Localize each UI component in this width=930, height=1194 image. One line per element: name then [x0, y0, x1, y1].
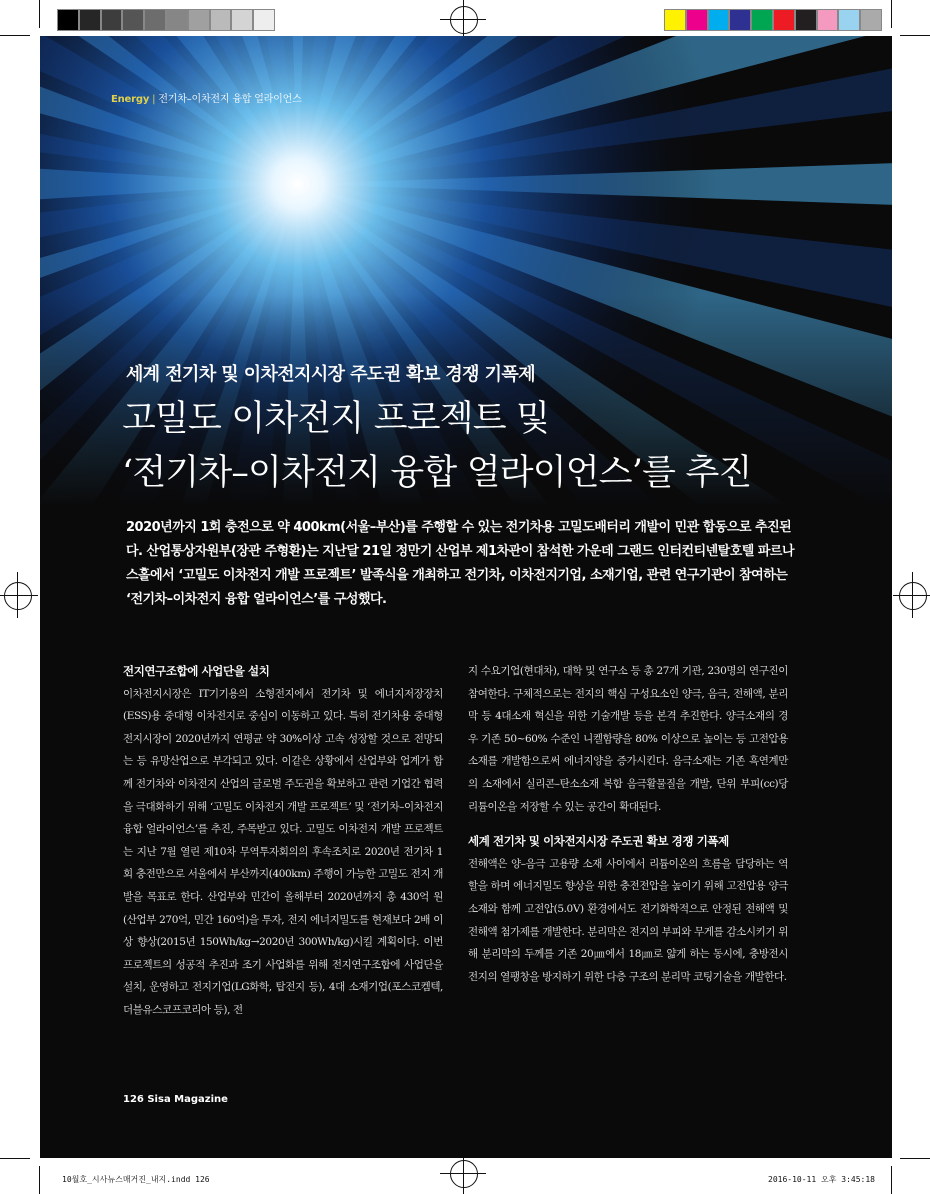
right-column	[468, 660, 788, 988]
process-color-bar	[664, 9, 882, 31]
color-swatch	[838, 9, 860, 31]
gray-swatch	[231, 9, 253, 31]
page-folio: 126 Sisa Magazine	[123, 1094, 228, 1105]
left-column	[123, 660, 443, 1022]
color-swatch	[817, 9, 839, 31]
gray-swatch	[188, 9, 210, 31]
left-column-heading: 전지연구조합에 사업단을 설치	[123, 664, 270, 678]
gray-swatch	[166, 9, 188, 31]
section-header	[111, 90, 302, 105]
gray-swatch	[101, 9, 123, 31]
gray-swatch	[122, 9, 144, 31]
section-topic: 전기차–이차전지 융합 얼라이언스	[158, 94, 302, 105]
right-column-heading: 세계 전기차 및 이차전지시장 주도권 확보 경쟁 기폭제	[468, 834, 729, 849]
file-slug: 10월호_시사뉴스매거진_내지.indd 126	[62, 1175, 210, 1184]
lead-paragraph: 2020년까지 1회 충전으로 약 400km(서울–부산)를 주행할 수 있는 전기차용 고밀도배터리 개발이 민관 합동으로 추진된다. 산업통상자원부(장관 주형환)는 지난달 21일 정만기 산업부 제1차관이 참석한 가운데 그랜드 인터컨티넨탈호텔 파르나스홀에서 ‘고밀도 이차전지 개발 프로젝트’ 발족식을 개최하고 전기차, 이차전지기업, 소재기업, 관련 연구기관이 참여하는 ‘전기차–이차전지 융합 얼라이언스’를 구성했다.	[126, 520, 795, 607]
section-separator: |	[152, 94, 156, 105]
right-column-body-1: 지 수요기업(현대차), 대학 및 연구소 등 총 27개 기관, 230명의 연구진이 참여한다. 구체적으로는 전지의 핵심 구성요소인 양극, 음극, 전해액, 분리막 등 4대소재 혁신을 위한 기술개발 등을 본격 추진한다. 양극소재의 경우 기존 50~60% 수준인 니켈함량을 80% 이상으로 높이는 등 고전압용 소재를 개발함으로써 에너지양을 증가시킨다. 음극소재는 기존 흑연계만의 소재에서 실리콘–탄소소재 복합 음극활물질을 개발, 단위 부피(cc)당 리튬이온을 저장할 수 있는 공간이 확대된다.	[468, 665, 788, 813]
color-swatch	[773, 9, 795, 31]
color-swatch	[860, 9, 882, 31]
gray-swatch	[144, 9, 166, 31]
color-swatch	[686, 9, 708, 31]
left-column-body: 이차전지시장은 IT기기용의 소형전지에서 전기차 및 에너지저장장치(ESS)용 중대형 이차전지로 중심이 이동하고 있다. 특히 전기차용 중대형 전지시장이 2020년까지 연평균 약 30%이상 고속 성장할 것으로 전망되는 등 유망산업으로 부각되고 있다. 이같은 상황에서 산업부와 업계가 함께 전기차와 이차전지 산업의 글로벌 주도권을 확보하고 관련 기업간 협력을 극대화하기 위해 ‘고밀도 이차전지 개발 프로젝트’ 및 ‘전기차–이차전지 융합 얼라이언스’를 추진, 주목받고 있다. 고밀도 이차전지 개발 프로젝트는 지난 7월 열린 제10차 무역투자회의의 후속조치로 2020년 전기차 1회 충전만으로 서울에서 부산까지(400km) 주행이 가능한 고밀도 전지 개발을 목표로 한다. 산업부와 민간이 올해부터 2020년까지 총 430억 원(산업부 270억, 민간 160억)을 투자, 전지 에너지밀도를 현재보다 2배 이상 향상(2015년 150Wh/kg→2020년 300Wh/kg)시킬 계획이다. 이번 프로젝트의 성공적 추진과 조기 사업화를 위해 전지연구조합에 사업단을 설치, 운영하고 전지기업(LG화학, 탑전지 등), 4대 소재기업(포스코켐텍, 더블유스코프코리아 등), 전	[123, 687, 443, 1016]
print-timestamp: 2016-10-11 오후 3:45:18	[768, 1175, 875, 1184]
gray-swatch	[79, 9, 101, 31]
article-subtitle: 세계 전기차 및 이차전지시장 주도권 확보 경쟁 기폭제	[126, 364, 536, 385]
gray-swatch	[57, 9, 79, 31]
gray-swatch	[253, 9, 275, 31]
color-swatch	[729, 9, 751, 31]
article-title	[122, 392, 752, 500]
title-line-1: 고밀도 이차전지 프로젝트 및	[122, 399, 550, 439]
magazine-page	[40, 36, 892, 1158]
gray-swatch	[210, 9, 232, 31]
right-column-body-2: 전해액은 양–음극 고용량 소재 사이에서 리튬이온의 흐름을 담당하는 역할을 하며 에너지밀도 향상을 위한 충전전압을 높이기 위해 고전압용 양극소재와 함께 고전압(5.0V) 환경에서도 전기화학적으로 안정된 전해액 및 전해액 첨가제를 개발한다. 분리막은 전지의 부피와 무게를 감소시키기 위해 분리막의 두께를 기존 20㎛에서 18㎛로 얇게 하는 동시에, 충방전시 전지의 열팽창을 방지하기 위한 다층 구조의 분리막 코팅기술을 개발한다.	[468, 857, 788, 983]
color-swatch	[795, 9, 817, 31]
color-swatch	[751, 9, 773, 31]
section-label: Energy	[111, 94, 150, 105]
color-swatch	[708, 9, 730, 31]
title-line-2: ‘전기차–이차전지 융합 얼라이언스’를 추진	[122, 453, 752, 493]
grayscale-color-bar	[57, 9, 275, 31]
color-swatch	[664, 9, 686, 31]
